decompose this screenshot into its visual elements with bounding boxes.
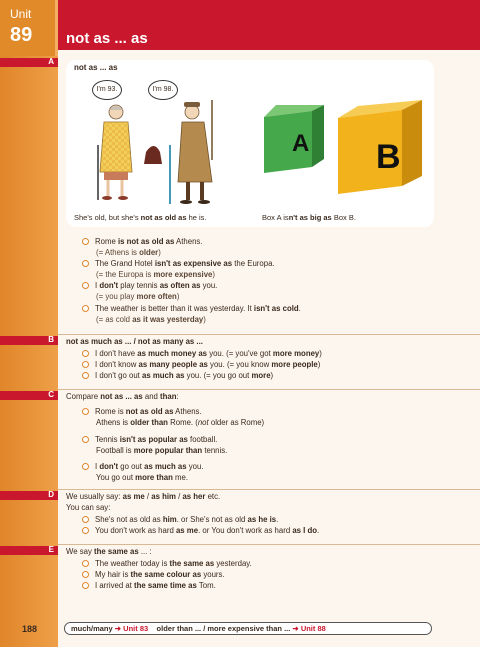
example-text: / — [175, 492, 183, 501]
example-text: (= the Europa is — [96, 270, 154, 279]
example-text: I — [95, 462, 100, 471]
example-text: not — [197, 418, 209, 427]
example-line — [82, 526, 319, 535]
example-text: / — [144, 492, 152, 501]
example-text: as much as — [144, 462, 187, 471]
example-text: the Europa. — [232, 259, 275, 268]
example-text: I don't have — [95, 349, 138, 358]
example-text: isn't as cold — [253, 304, 299, 313]
example-text: I don't go out — [95, 371, 143, 380]
box-b-illustration — [338, 98, 428, 196]
example-text: yours. — [201, 570, 225, 579]
example-text: (= Athens is — [96, 248, 140, 257]
example-text: me. — [172, 473, 189, 482]
box-a-label: A — [292, 130, 310, 157]
bullet-icon — [82, 282, 89, 289]
bullet-icon — [82, 238, 89, 245]
section-c-heading — [66, 392, 179, 401]
example-line — [82, 281, 217, 290]
section-tab-d: D — [0, 491, 58, 500]
example-text: more money — [272, 349, 320, 358]
example-text: than — [160, 392, 177, 401]
example-text: : — [176, 392, 179, 401]
example-text: as I do — [292, 526, 318, 535]
example-text: older as Rome) — [208, 418, 265, 427]
example-line — [96, 315, 206, 324]
example-text: Rome — [95, 237, 118, 246]
bullet-icon — [82, 361, 89, 368]
example-text: Athens is — [96, 418, 131, 427]
caption-text: She's old, but she's — [74, 213, 141, 222]
bullet-icon — [82, 527, 89, 534]
unit-label: Unit — [10, 7, 32, 21]
example-text: ) — [319, 349, 322, 358]
example-text: My hair is — [95, 570, 131, 579]
bullet-icon — [82, 350, 89, 357]
example-text: don't — [99, 281, 119, 290]
example-text: The weather today is — [95, 559, 170, 568]
section-d-intro2: You can say: — [66, 503, 111, 512]
example-text: . — [317, 526, 320, 535]
example-text: you. (= you go out — [184, 371, 252, 380]
example-text: ) — [212, 270, 215, 279]
example-text: more expensive — [153, 270, 213, 279]
example-text: ) — [176, 292, 180, 301]
example-line — [82, 360, 320, 369]
example-line — [96, 248, 161, 257]
speech-bubble-woman: I'm 93. — [92, 80, 122, 100]
example-text: You go out — [96, 473, 136, 482]
example-text: We usually say: — [66, 492, 123, 501]
example-text: older than — [130, 418, 168, 427]
bullet-icon — [82, 372, 89, 379]
example-text: as often as — [159, 281, 201, 290]
section-a-heading: not as ... as — [74, 63, 118, 72]
example-line — [82, 559, 252, 568]
example-text: more popular than — [133, 446, 203, 455]
example-text: and — [142, 392, 161, 401]
bullet-icon — [82, 260, 89, 267]
example-line — [82, 349, 322, 358]
bullet-icon — [82, 436, 89, 443]
unit-box — [0, 0, 58, 56]
example-text: you. — [186, 462, 204, 471]
example-text: I — [95, 281, 100, 290]
caption-couple — [74, 213, 207, 222]
section-tab-e: E — [0, 546, 58, 555]
example-text: play tennis — [118, 281, 160, 290]
caption-boxes — [262, 213, 356, 222]
example-text: don't — [99, 462, 119, 471]
example-text: go out — [118, 462, 145, 471]
example-text: I arrived at — [95, 581, 134, 590]
elderly-couple-illustration — [88, 100, 228, 210]
example-line — [96, 418, 264, 427]
example-text: you. — [200, 281, 218, 290]
example-text: I don't know — [95, 360, 139, 369]
example-text: not as old as — [125, 407, 174, 416]
bullet-icon — [82, 516, 89, 523]
example-line — [82, 304, 301, 313]
example-text: ) — [203, 315, 206, 324]
bullet-icon — [82, 463, 89, 470]
example-text: him — [162, 515, 177, 524]
bullet-icon — [82, 582, 89, 589]
example-text: Tennis — [95, 435, 120, 444]
example-text: tennis. — [202, 446, 228, 455]
box-a-illustration — [264, 103, 330, 175]
example-text: is not as old as — [117, 237, 175, 246]
box-b-label: B — [376, 138, 401, 176]
example-text: Rome. ( — [167, 418, 198, 427]
example-text: Athens. — [174, 237, 203, 246]
example-line — [82, 371, 273, 380]
example-line — [82, 407, 202, 416]
example-text: ) — [158, 248, 161, 257]
xref-text: much/many — [71, 624, 113, 633]
example-text: You don't work as hard — [95, 526, 176, 535]
caption-bold: n't as big as — [288, 213, 332, 222]
arrow-right-icon: ➜ — [114, 624, 122, 633]
example-text: Tom. — [196, 581, 216, 590]
example-text: isn't as popular as — [119, 435, 188, 444]
example-line — [96, 446, 227, 455]
example-text: ... : — [138, 547, 152, 556]
section-tab-a: A — [0, 58, 58, 67]
example-line — [82, 515, 278, 524]
example-text: as he is — [247, 515, 277, 524]
example-text: Football is — [96, 446, 134, 455]
example-text: the same colour as — [130, 570, 202, 579]
cross-reference-bar — [64, 622, 432, 635]
example-text: as her — [182, 492, 206, 501]
example-text: the same as — [94, 547, 139, 556]
example-line — [96, 292, 179, 301]
example-text: the same time as — [134, 581, 197, 590]
example-text: The Grand Hotel — [95, 259, 155, 268]
example-text: as me — [122, 492, 145, 501]
example-text: . or She's not as old — [176, 515, 248, 524]
example-text: We say — [66, 547, 95, 556]
divider — [58, 489, 480, 490]
page-number: 188 — [22, 624, 38, 634]
unit-title: not as ... as — [66, 30, 148, 47]
example-line — [82, 259, 275, 268]
example-text: ) — [317, 360, 321, 369]
example-text: the same as — [169, 559, 215, 568]
example-text: football. — [187, 435, 218, 444]
example-line — [96, 270, 215, 279]
caption-bold: not as old as — [140, 213, 187, 222]
example-text: ) — [270, 371, 274, 380]
example-line — [82, 462, 204, 471]
example-text: as me — [175, 526, 199, 535]
example-text: as many people as — [138, 360, 208, 369]
example-text: Athens. — [173, 407, 202, 416]
unit-number: 89 — [10, 24, 33, 46]
example-text: (= you play — [96, 292, 137, 301]
section-b-heading: not as much as ... / not as many as ... — [66, 337, 203, 346]
example-text: Rome is — [95, 407, 126, 416]
example-text: more — [251, 371, 271, 380]
example-text: as him — [151, 492, 176, 501]
arrow-right-icon: ➜ — [292, 624, 299, 633]
divider — [58, 389, 480, 390]
example-text: more often — [136, 292, 177, 301]
section-d-intro — [66, 492, 220, 501]
example-text: you. (= you've got — [207, 349, 273, 358]
example-text: not as ... as — [100, 392, 143, 401]
example-line — [82, 237, 202, 246]
speech-bubble-man: I'm 98. — [148, 80, 178, 100]
divider — [58, 544, 480, 545]
example-line — [82, 570, 225, 579]
bullet-icon — [82, 560, 89, 567]
example-text: . — [276, 515, 279, 524]
bullet-icon — [82, 408, 89, 415]
example-text: . or You don't work as hard — [198, 526, 293, 535]
left-margin-column — [0, 56, 58, 647]
caption-text: Box A is — [262, 213, 289, 222]
example-text: . — [298, 304, 301, 313]
example-text: She's not as old as — [95, 515, 163, 524]
bullet-icon — [82, 305, 89, 312]
example-text: etc. — [205, 492, 221, 501]
example-text: isn't as expensive as — [154, 259, 233, 268]
section-tab-c: C — [0, 391, 58, 400]
section-e-intro — [66, 547, 152, 556]
example-text: older — [139, 248, 159, 257]
xref-text: older than ... / more expensive than ... — [156, 624, 291, 633]
caption-text: Box B. — [331, 213, 356, 222]
example-line — [82, 581, 216, 590]
divider — [58, 334, 480, 335]
example-text: yesterday. — [214, 559, 252, 568]
example-text: as much money as — [137, 349, 208, 358]
example-text: (= as cold — [96, 315, 133, 324]
bullet-icon — [82, 571, 89, 578]
example-text: The weather is better than it was yesterday. It — [95, 304, 254, 313]
xref-link-unit-88[interactable]: Unit 88 — [300, 624, 326, 633]
example-text: as it was yesterday — [132, 315, 204, 324]
example-text: more than — [135, 473, 173, 482]
example-text: more people — [271, 360, 318, 369]
caption-text: he is. — [186, 213, 207, 222]
example-text: you. (= you know — [207, 360, 272, 369]
xref-link-unit-83[interactable]: Unit 83 — [123, 624, 149, 633]
example-text: as much as — [142, 371, 185, 380]
example-line — [96, 473, 188, 482]
example-text: Compare — [66, 392, 101, 401]
example-line — [82, 435, 217, 444]
section-tab-b: B — [0, 336, 58, 345]
